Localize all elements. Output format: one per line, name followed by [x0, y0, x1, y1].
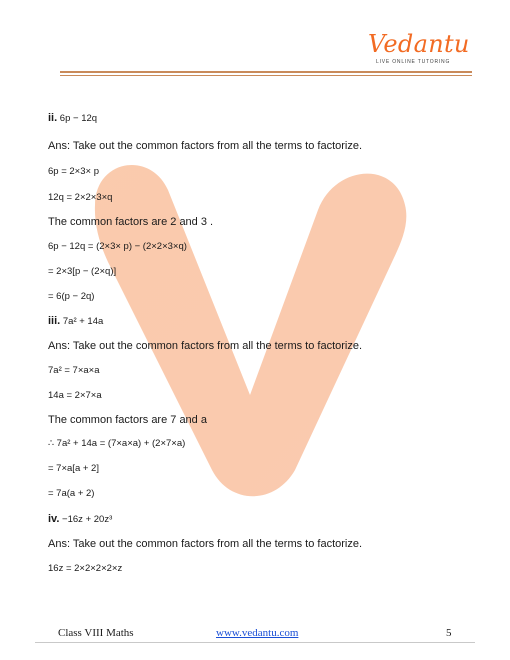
equation-line: 7a² = 7×a×a: [48, 365, 100, 376]
explanation-text: The common factors are 7 and a: [48, 414, 207, 426]
equation-line: 14a = 2×7×a: [48, 390, 102, 401]
question-expression: 7a² + 14a: [60, 316, 104, 327]
logo-wordmark: Vedantu: [368, 30, 470, 58]
header-rule-thick: [60, 71, 472, 73]
footer-website-link[interactable]: www.vedantu.com: [216, 627, 299, 639]
equation-line: 12q = 2×2×3×q: [48, 192, 113, 203]
vedantu-logo: [366, 30, 476, 70]
equation-line: ∴ 7a² + 14a = (7×a×a) + (2×7×a): [48, 438, 186, 449]
question-iv: [48, 513, 112, 525]
question-ii: [48, 112, 97, 124]
equation-line: 6p = 2×3× p: [48, 166, 99, 177]
equation-line: = 7a(a + 2): [48, 488, 95, 499]
equation-line: 16z = 2×2×2×2×z: [48, 563, 123, 574]
question-number: iv.: [48, 513, 60, 525]
footer-rule: [35, 642, 475, 643]
equation-line: = 7×a[a + 2]: [48, 463, 99, 474]
equation-line: 6p − 12q = (2×3× p) − (2×2×3×q): [48, 241, 187, 252]
logo-tagline: LIVE ONLINE TUTORING: [376, 59, 451, 65]
question-iii: [48, 315, 103, 327]
answer-text: Ans: Take out the common factors from all the terms to factorize.: [48, 340, 363, 352]
question-number: iii.: [48, 315, 61, 327]
equation-line: = 6(p − 2q): [48, 291, 95, 302]
page-number: 5: [446, 627, 452, 639]
equation-line: = 2×3[p − (2×q)]: [48, 266, 117, 277]
question-expression: −16z + 20z³: [59, 514, 113, 525]
question-number: ii.: [48, 112, 58, 124]
answer-text: Ans: Take out the common factors from all the terms to factorize.: [48, 538, 363, 550]
explanation-text: The common factors are 2 and 3 .: [48, 216, 214, 228]
footer-subject: Class VIII Maths: [58, 627, 134, 639]
header-rule-thin: [60, 75, 472, 76]
question-expression: 6p − 12q: [57, 113, 98, 124]
answer-text: Ans: Take out the common factors from all the terms to factorize.: [48, 140, 363, 152]
